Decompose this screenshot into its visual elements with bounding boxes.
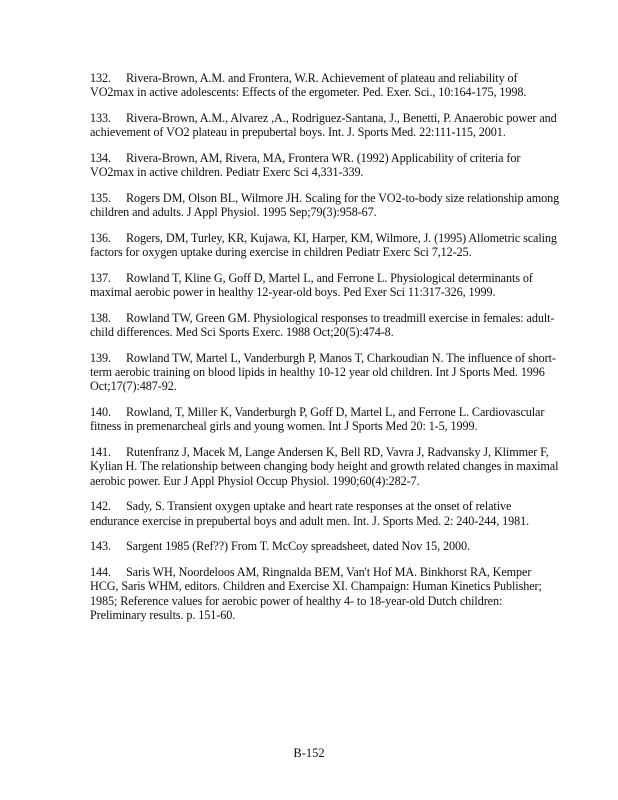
reference-text: Sady, S. Transient oxygen uptake and heart rate responses at the onset of relative endurance exercise in prepubertal boys and adult men. Int. J. Sports Med. 2: 240-244, 1981.	[90, 499, 530, 528]
reference-text: Rivera-Brown, AM, Rivera, MA, Frontera WR. (1992) Applicability of criteria for VO2max in active children. Pediatr Exerc Sci 4,331-339.	[90, 151, 521, 180]
reference-text: Rivera-Brown, A.M. and Frontera, W.R. Achievement of plateau and reliability of VO2max in active adolescents: Effects of the ergometer. Ped. Exer. Sci., 10:164-175, 1998.	[90, 71, 527, 100]
reference-text: Saris WH, Noordeloos AM, Ringnalda BEM, Van't Hof MA. Binkhorst RA, Kemper HCG, Saris WHM, editors. Children and Exercise XI. Champaign: Human Kinetics Publisher; 1985; Reference values for aerobic power of healthy 4- to 18-year-old Dutch children: Preliminary results. p. 151-60.	[90, 565, 542, 622]
reference-item	[90, 151, 560, 179]
reference-item	[90, 71, 560, 99]
reference-item	[90, 565, 560, 622]
reference-item	[90, 271, 560, 299]
reference-number: 132.	[90, 71, 111, 85]
reference-text: Rogers, DM, Turley, KR, Kujawa, KI, Harper, KM, Wilmore, J. (1995) Allometric scaling factors for oxygen uptake during exercise in children Pediatr Exerc Sci 7,12-25.	[90, 231, 557, 260]
reference-number: 138.	[90, 311, 111, 325]
reference-number: 140.	[90, 405, 111, 420]
reference-item	[90, 405, 560, 433]
reference-item	[90, 111, 560, 139]
reference-text: Sargent 1985 (Ref??) From T. McCoy spreadsheet, dated Nov 15, 2000.	[126, 539, 470, 554]
reference-text: Rowland TW, Martel L, Vanderburgh P, Manos T, Charkoudian N. The influence of short-term aerobic training on blood lipids in healthy 10-12 year old children. Int J Sports Med. 1996 Oct;17(7):487-92.	[90, 351, 556, 394]
reference-text: Rogers DM, Olson BL, Wilmore JH. Scaling for the VO2-to-body size relationship among children and adults. J Appl Physiol. 1995 Sep;79(3):958-67.	[90, 191, 560, 220]
reference-text: Rowland T, Kline G, Goff D, Martel L, and Ferrone L. Physiological determinants of maximal aerobic power in healthy 12-year-old boys. Ped Exer Sci 11:317-326, 1999.	[90, 271, 533, 300]
page-number: B-152	[293, 746, 325, 760]
reference-text: Rowland TW, Green GM. Physiological responses to treadmill exercise in females: adult-child differences. Med Sci Sports Exerc. 1988 Oct;20(5):474-8.	[90, 311, 555, 340]
reference-text: Rowland, T, Miller K, Vanderburgh P, Goff D, Martel L, and Ferrone L. Cardiovascular fitness in premenarcheal girls and young women. Int J Sports Med 20: 1-5, 1999.	[90, 405, 545, 434]
reference-number: 134.	[90, 151, 111, 165]
reference-item	[90, 191, 560, 219]
reference-item	[90, 539, 560, 553]
reference-number: 137.	[90, 271, 111, 285]
reference-number: 139.	[90, 351, 111, 365]
reference-text: Rutenfranz J, Macek M, Lange Andersen K, Bell RD, Vavra J, Radvansky J, Klimmer F, Kylian H. The relationship between changing body height and growth related changes in maximal aerobic power. Eur J Appl Physiol Occup Physiol. 1990;60(4):282-7.	[90, 445, 559, 488]
reference-item	[90, 351, 560, 394]
reference-number: 141.	[90, 445, 111, 460]
reference-item	[90, 499, 560, 527]
reference-item	[90, 231, 560, 259]
reference-number: 135.	[90, 191, 111, 205]
reference-item	[90, 311, 560, 339]
reference-number: 133.	[90, 111, 111, 125]
reference-item	[90, 445, 560, 488]
reference-number: 136.	[90, 231, 111, 245]
reference-number: 143.	[90, 539, 111, 554]
reference-text: Rivera-Brown, A.M., Alvarez ,A., Rodriguez-Santana, J., Benetti, P. Anaerobic power and achievement of VO2 plateau in prepubertal boys. Int. J. Sports Med. 22:111-115, 2001.	[90, 111, 557, 140]
reference-list	[90, 71, 560, 634]
reference-number: 144.	[90, 565, 111, 580]
reference-number: 142.	[90, 499, 111, 514]
